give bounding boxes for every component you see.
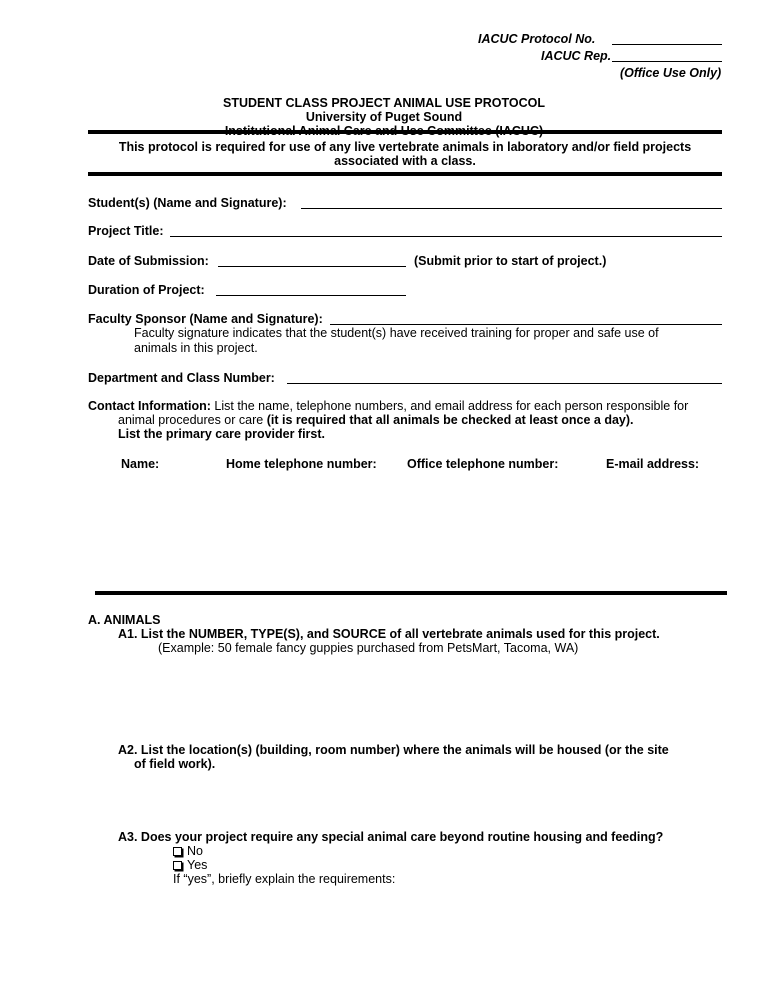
contact-label: Contact Information: [88,399,211,413]
contact-text-3: List the primary care provider first. [118,427,326,441]
col-name: Name: [121,457,160,471]
date-field[interactable] [218,266,406,267]
notice-line-2: associated with a class. [334,154,476,168]
faculty-note-1: Faculty signature indicates that the student(s) have received training for proper and safe use of [134,326,659,340]
duration-field[interactable] [216,295,406,296]
faculty-label: Faculty Sponsor (Name and Signature): [88,312,323,326]
project-title-field[interactable] [170,236,722,237]
a3-option-no[interactable] [173,844,203,858]
a3-followup: If “yes”, briefly explain the requirements: [173,872,396,886]
students-label: Student(s) (Name and Signature): [88,196,287,210]
col-office-phone: Office telephone number: [407,457,559,471]
department-label: Department and Class Number: [88,371,275,385]
checkbox-yes[interactable] [173,861,182,870]
contact-line-2 [118,413,634,427]
contact-text-2b: (it is required that all animals be checked at least once a day). [266,413,634,427]
office-use-note: (Office Use Only) [620,66,722,80]
date-note: (Submit prior to start of project.) [414,254,607,268]
a2-question-1: A2. List the location(s) (building, room number) where the animals will be housed (or the site [118,743,669,757]
notice-bottom-rule [88,172,722,176]
a3-option-yes[interactable] [173,858,207,872]
contact-bottom-rule [95,591,727,595]
faculty-field[interactable] [330,324,722,325]
duration-label: Duration of Project: [88,283,205,297]
date-label: Date of Submission: [88,254,209,268]
a3-question: A3. Does your project require any special animal care beyond routine housing and feeding? [118,830,664,844]
contact-text-2a: animal procedures or care [118,413,264,427]
university-name: University of Puget Sound [305,110,463,124]
protocol-no-label: IACUC Protocol No. [478,32,596,46]
notice-line-1: This protocol is required for use of any live vertebrate animals in laboratory and/or field projects [118,140,692,154]
checkbox-no[interactable] [173,847,182,856]
col-email: E-mail address: [606,457,700,471]
a2-question-2: of field work). [134,757,216,771]
faculty-note-2: animals in this project. [134,341,258,355]
contact-line-1 [88,399,728,413]
students-field[interactable] [301,208,722,209]
top-rule [88,130,722,134]
protocol-no-field[interactable] [612,44,722,45]
option-no-label: No [187,844,203,858]
contact-text-1: List the name, telephone numbers, and email address for each person responsible for [214,399,689,413]
project-title-label: Project Title: [88,224,164,238]
col-home-phone: Home telephone number: [226,457,377,471]
rep-field[interactable] [612,61,722,62]
a1-question: A1. List the NUMBER, TYPE(S), and SOURCE of all vertebrate animals used for this project. [118,627,660,641]
department-field[interactable] [287,383,722,384]
section-a-heading: A. ANIMALS [88,613,161,627]
a1-example: (Example: 50 female fancy guppies purchased from PetsMart, Tacoma, WA) [158,641,579,655]
rep-label: IACUC Rep. [541,49,612,63]
option-yes-label: Yes [187,858,208,872]
form-title: STUDENT CLASS PROJECT ANIMAL USE PROTOCOL [222,96,545,110]
